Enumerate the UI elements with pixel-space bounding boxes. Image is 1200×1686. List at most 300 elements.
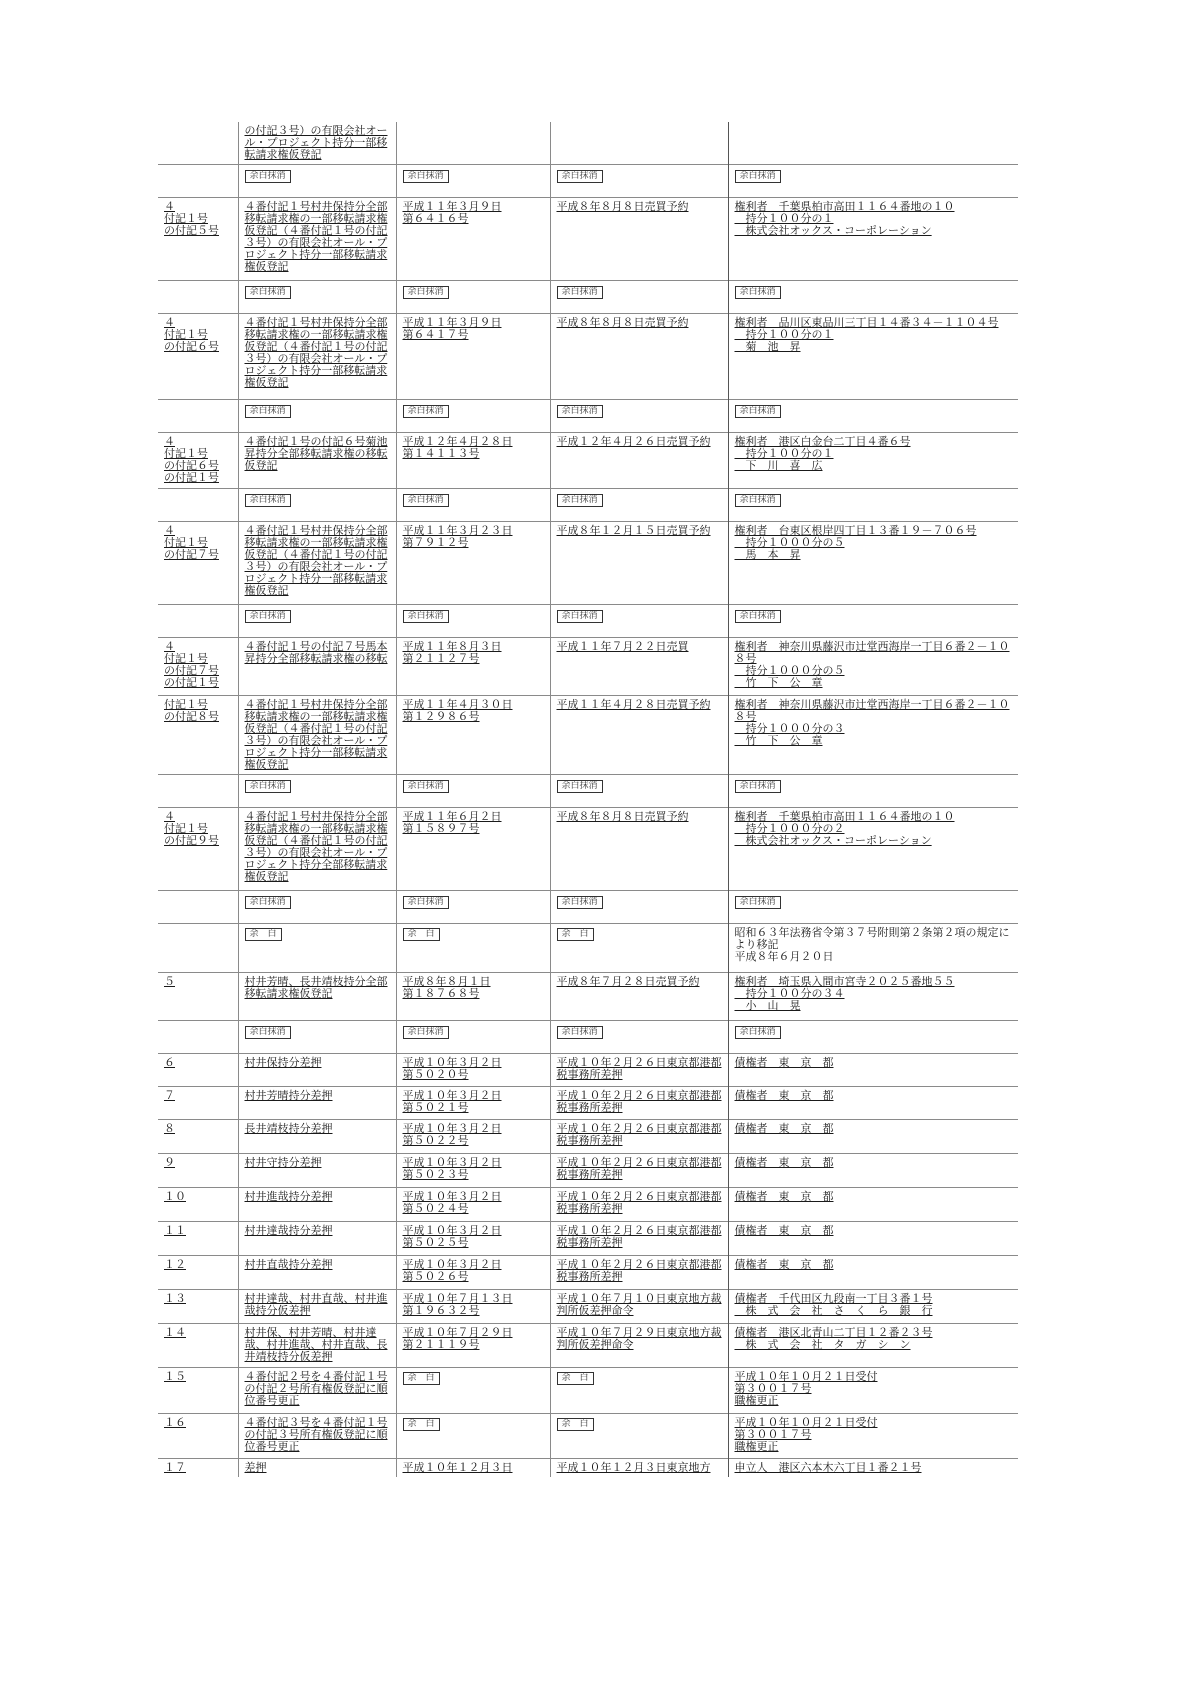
cell-text: 平成１０年３月２日 第５０２１号 xyxy=(402,1089,502,1114)
entry-row xyxy=(158,1087,1018,1120)
margin-stamp: 余白抹消 xyxy=(245,1026,291,1039)
cell-text: ７ xyxy=(164,1089,175,1102)
rank-number-cell xyxy=(158,1290,238,1324)
rights-holder-cell xyxy=(728,1021,1018,1054)
register-body xyxy=(158,122,1018,1477)
purpose-cell xyxy=(238,400,396,433)
cell-text: 平成１０年３月２日 第５０２５号 xyxy=(402,1224,502,1249)
cell-text: 債権者 東 京 都 xyxy=(734,1156,834,1169)
entry-row xyxy=(158,314,1018,400)
rank-number-cell xyxy=(158,165,238,198)
cell-text: 平成１１年３月９日 第６４１７号 xyxy=(402,316,502,341)
reception-cell xyxy=(396,638,550,696)
margin-stamp: 余白抹消 xyxy=(735,896,781,909)
reception-cell xyxy=(396,522,550,605)
entry-row xyxy=(158,1256,1018,1290)
cell-text: ４番付記１号村井保持分全部移転請求権の一部移転請求権仮登記（４番付記１号の付記３号）の有限会社オール・プロジェクト持分全部移転請求権仮登記 xyxy=(244,810,388,883)
margin-stamp: 余白抹消 xyxy=(403,286,449,299)
reception-cell xyxy=(396,1459,550,1478)
stamp-row xyxy=(158,605,1018,638)
reception-cell xyxy=(396,1256,550,1290)
purpose-cell xyxy=(238,605,396,638)
rights-holder-cell xyxy=(728,1154,1018,1188)
cause-cell xyxy=(550,1054,728,1087)
cell-text: 平成１０年２月２６日東京都港都税事務所差押 xyxy=(556,1089,722,1114)
cause-cell xyxy=(550,1154,728,1188)
cell-text: 昭和６３年法務省令第３７号附則第２条第２項の規定により移記 平成８年６月２０日 xyxy=(734,926,1010,963)
cell-text: 平成８年８月８日売買予約 xyxy=(556,200,689,213)
cause-cell xyxy=(550,605,728,638)
cell-text: 差押 xyxy=(244,1461,267,1474)
cell-text: 平成１０年１０月２１日受付 第３００１７号 職権更正 xyxy=(734,1416,878,1453)
margin-stamp: 余 白 xyxy=(245,928,282,941)
rights-holder-cell xyxy=(728,400,1018,433)
entry-row xyxy=(158,433,1018,489)
margin-stamp: 余白抹消 xyxy=(735,610,781,623)
cell-text: １６ xyxy=(164,1416,186,1429)
rank-number-cell xyxy=(158,1154,238,1188)
purpose-cell xyxy=(238,489,396,522)
cell-text: 平成１０年７月１３日 第１９６３２号 xyxy=(402,1292,513,1317)
stamp-row xyxy=(158,400,1018,433)
entry-row xyxy=(158,122,1018,165)
reception-cell xyxy=(396,605,550,638)
rights-holder-cell xyxy=(728,638,1018,696)
purpose-cell xyxy=(238,1459,396,1478)
margin-stamp: 余 白 xyxy=(403,1418,440,1431)
entry-row xyxy=(158,1154,1018,1188)
cell-text: 債権者 東 京 都 xyxy=(734,1089,834,1102)
purpose-cell xyxy=(238,281,396,314)
purpose-cell xyxy=(238,1290,396,1324)
cell-text: 村井守持分差押 xyxy=(244,1156,322,1169)
purpose-cell xyxy=(238,1324,396,1368)
cell-text: ４番付記１号村井保持分全部移転請求権の一部移転請求権仮登記（４番付記１号の付記３号）の有限会社オール・プロジェクト持分一部移転請求権仮登記 xyxy=(244,200,388,273)
rank-number-cell xyxy=(158,198,238,281)
cell-text: 平成１１年３月２３日 第７９１２号 xyxy=(402,524,513,549)
cause-cell xyxy=(550,122,728,165)
cell-text: ４ 付記１号 の付記７号 の付記１号 xyxy=(164,640,219,689)
rights-holder-cell xyxy=(728,1290,1018,1324)
reception-cell xyxy=(396,198,550,281)
cause-cell xyxy=(550,1368,728,1414)
entry-row xyxy=(158,1459,1018,1478)
cell-text: １７ xyxy=(164,1461,186,1474)
cell-text: 村井保持分差押 xyxy=(244,1056,322,1069)
rank-number-cell xyxy=(158,433,238,489)
reception-cell xyxy=(396,165,550,198)
stamp-row xyxy=(158,489,1018,522)
purpose-cell xyxy=(238,1256,396,1290)
rights-holder-cell xyxy=(728,696,1018,775)
cell-text: 平成１０年３月２日 第５０２４号 xyxy=(402,1190,502,1215)
cause-cell xyxy=(550,314,728,400)
cell-text: 平成１０年７月１０日東京地方裁判所仮差押命令 xyxy=(556,1292,722,1317)
entry-row xyxy=(158,1324,1018,1368)
cell-text: 債権者 港区北青山二丁目１２番２３号 株 式 会 社 タ ガ シ ン xyxy=(734,1326,933,1351)
cell-text: 債権者 東 京 都 xyxy=(734,1056,834,1069)
cause-cell xyxy=(550,1290,728,1324)
cell-text: 権利者 埼玉県入間市宮寺２０２５番地５５ 持分１００分の３４ 小 山 晃 xyxy=(734,975,955,1012)
cell-text: ４番付記１号村井保持分全部移転請求権の一部移転請求権仮登記（４番付記１号の付記３号）の有限会社オール・プロジェクト持分一部移転請求権仮登記 xyxy=(244,524,388,597)
entry-row xyxy=(158,808,1018,891)
stamp-row xyxy=(158,891,1018,924)
cell-text: 平成１０年７月２９日 第２１１１９号 xyxy=(402,1326,513,1351)
cell-text: 平成８年８月１日 第１８７６８号 xyxy=(402,975,491,1000)
cell-text: 債権者 東 京 都 xyxy=(734,1224,834,1237)
cause-cell xyxy=(550,433,728,489)
margin-stamp: 余白抹消 xyxy=(735,170,781,183)
margin-stamp: 余白抹消 xyxy=(403,405,449,418)
cell-text: 平成８年１２月１５日売買予約 xyxy=(556,524,711,537)
reception-cell xyxy=(396,1324,550,1368)
rank-number-cell xyxy=(158,314,238,400)
cell-text: 平成１０年２月２６日東京都港都税事務所差押 xyxy=(556,1224,722,1249)
cause-cell xyxy=(550,1459,728,1478)
reception-cell xyxy=(396,808,550,891)
rank-number-cell xyxy=(158,1087,238,1120)
rank-number-cell xyxy=(158,924,238,973)
entry-row xyxy=(158,638,1018,696)
margin-stamp: 余白抹消 xyxy=(403,494,449,507)
entry-row xyxy=(158,1368,1018,1414)
purpose-cell xyxy=(238,696,396,775)
cause-cell xyxy=(550,1120,728,1154)
cell-text: 平成１０年３月２日 第５０２０号 xyxy=(402,1056,502,1081)
reception-cell xyxy=(396,1290,550,1324)
cell-text: 村井達哉持分差押 xyxy=(244,1224,333,1237)
purpose-cell xyxy=(238,1368,396,1414)
reception-cell xyxy=(396,433,550,489)
rights-holder-cell xyxy=(728,433,1018,489)
margin-stamp: 余白抹消 xyxy=(403,780,449,793)
cell-text: 平成８年８月８日売買予約 xyxy=(556,810,689,823)
cause-cell xyxy=(550,924,728,973)
cell-text: 平成１０年２月２６日東京都港都税事務所差押 xyxy=(556,1056,722,1081)
cell-text: 債権者 東 京 都 xyxy=(734,1258,834,1271)
cell-text: ４番付記３号を４番付記１号の付記３号所有権仮登記に順位番号更正 xyxy=(244,1416,388,1453)
cause-cell xyxy=(550,522,728,605)
reception-cell xyxy=(396,891,550,924)
rank-number-cell xyxy=(158,696,238,775)
margin-stamp: 余白抹消 xyxy=(245,286,291,299)
margin-stamp: 余白抹消 xyxy=(245,405,291,418)
rank-number-cell xyxy=(158,973,238,1021)
reception-cell xyxy=(396,1054,550,1087)
cell-text: 平成１０年３月２日 第５０２３号 xyxy=(402,1156,502,1181)
entry-row xyxy=(158,1290,1018,1324)
purpose-cell xyxy=(238,1154,396,1188)
margin-stamp: 余白抹消 xyxy=(403,896,449,909)
cell-text: 平成１０年２月２６日東京都港都税事務所差押 xyxy=(556,1258,722,1283)
reception-cell xyxy=(396,1368,550,1414)
margin-stamp: 余白抹消 xyxy=(245,494,291,507)
cause-cell xyxy=(550,696,728,775)
reception-cell xyxy=(396,281,550,314)
margin-stamp: 余白抹消 xyxy=(557,170,603,183)
cell-text: の付記３号）の有限会社オール・プロジェクト持分一部移転請求権仮登記 xyxy=(244,124,388,161)
purpose-cell xyxy=(238,165,396,198)
cause-cell xyxy=(550,638,728,696)
rights-holder-cell xyxy=(728,1087,1018,1120)
rights-holder-cell xyxy=(728,165,1018,198)
reception-cell xyxy=(396,1087,550,1120)
cause-cell xyxy=(550,1414,728,1459)
rights-holder-cell xyxy=(728,1414,1018,1459)
margin-stamp: 余白抹消 xyxy=(245,780,291,793)
rank-number-cell xyxy=(158,1459,238,1478)
rank-number-cell xyxy=(158,1256,238,1290)
rights-holder-cell xyxy=(728,1222,1018,1256)
cause-cell xyxy=(550,891,728,924)
entry-row xyxy=(158,1222,1018,1256)
cell-text: 平成１０年７月２９日東京地方裁判所仮差押命令 xyxy=(556,1326,722,1351)
cell-text: ４番付記１号村井保持分全部移転請求権の一部移転請求権仮登記（４番付記１号の付記３号）の有限会社オール・プロジェクト持分一部移転請求権仮登記 xyxy=(244,698,388,771)
cause-cell xyxy=(550,1222,728,1256)
cell-text: １４ xyxy=(164,1326,186,1339)
margin-stamp: 余白抹消 xyxy=(245,170,291,183)
cell-text: 権利者 千葉県柏市高田１１６４番地の１０ 持分１０００分の２ 株式会社オックス・コーポレーション xyxy=(734,810,955,847)
margin-stamp: 余白抹消 xyxy=(403,610,449,623)
rights-holder-cell xyxy=(728,198,1018,281)
purpose-cell xyxy=(238,808,396,891)
purpose-cell xyxy=(238,973,396,1021)
cause-cell xyxy=(550,165,728,198)
rights-holder-cell xyxy=(728,489,1018,522)
rank-number-cell xyxy=(158,638,238,696)
margin-stamp: 余白抹消 xyxy=(557,286,603,299)
cell-text: 平成１１年４月３０日 第１２９８６号 xyxy=(402,698,513,723)
entry-row xyxy=(158,1188,1018,1222)
purpose-cell xyxy=(238,1021,396,1054)
margin-stamp: 余白抹消 xyxy=(557,494,603,507)
margin-stamp: 余白抹消 xyxy=(735,286,781,299)
cell-text: 平成１０年２月２６日東京都港都税事務所差押 xyxy=(556,1156,722,1181)
cell-text: 平成１１年７月２２日売買 xyxy=(556,640,689,653)
margin-stamp: 余 白 xyxy=(403,1372,440,1385)
cell-text: ４ 付記１号 の付記９号 xyxy=(164,810,219,847)
purpose-cell xyxy=(238,891,396,924)
cell-text: １３ xyxy=(164,1292,186,1305)
rights-holder-cell xyxy=(728,1459,1018,1478)
cell-text: 平成１１年６月２日 第１５８９７号 xyxy=(402,810,502,835)
cell-text: 平成１０年３月２日 第５０２２号 xyxy=(402,1122,502,1147)
cell-text: 長井靖枝持分差押 xyxy=(244,1122,333,1135)
margin-stamp: 余 白 xyxy=(403,928,440,941)
cause-cell xyxy=(550,489,728,522)
cell-text: ４ 付記１号 の付記５号 xyxy=(164,200,219,237)
margin-stamp: 余白抹消 xyxy=(403,170,449,183)
rights-holder-cell xyxy=(728,1256,1018,1290)
cell-text: 付記１号 の付記８号 xyxy=(164,698,219,723)
cell-text: 平成１２年４月２８日 第１４１１３号 xyxy=(402,435,513,460)
margin-stamp: 余白抹消 xyxy=(735,494,781,507)
cell-text: 平成１０年２月２６日東京都港都税事務所差押 xyxy=(556,1122,722,1147)
entry-row xyxy=(158,696,1018,775)
stamp-row xyxy=(158,165,1018,198)
entry-row xyxy=(158,973,1018,1021)
reception-cell xyxy=(396,1120,550,1154)
cell-text: ６ xyxy=(164,1056,175,1069)
purpose-cell xyxy=(238,1222,396,1256)
reception-cell xyxy=(396,122,550,165)
register-table xyxy=(158,122,1018,1477)
rank-number-cell xyxy=(158,522,238,605)
purpose-cell xyxy=(238,314,396,400)
margin-stamp: 余白抹消 xyxy=(735,780,781,793)
rights-holder-cell xyxy=(728,1324,1018,1368)
purpose-cell xyxy=(238,433,396,489)
cell-text: 権利者 港区白金台二丁目４番６号 持分１００分の１ 下 川 喜 広 xyxy=(734,435,911,472)
rank-number-cell xyxy=(158,1054,238,1087)
cell-text: ４番付記１号の付記６号菊池昇持分全部移転請求権の移転仮登記 xyxy=(244,435,388,472)
cell-text: 平成１１年３月９日 第６４１６号 xyxy=(402,200,502,225)
cell-text: 債権者 東 京 都 xyxy=(734,1122,834,1135)
purpose-cell xyxy=(238,1120,396,1154)
purpose-cell xyxy=(238,522,396,605)
margin-stamp: 余白抹消 xyxy=(557,896,603,909)
margin-stamp: 余 白 xyxy=(557,1372,594,1385)
cause-cell xyxy=(550,1188,728,1222)
cause-cell xyxy=(550,281,728,314)
margin-stamp: 余白抹消 xyxy=(735,1026,781,1039)
cell-text: 村井進哉持分差押 xyxy=(244,1190,333,1203)
cell-text: 村井芳晴、長井靖枝持分全部移転請求権仮登記 xyxy=(244,975,388,1000)
cell-text: 平成８年７月２８日売買予約 xyxy=(556,975,700,988)
cell-text: ４ 付記１号 の付記６号 の付記１号 xyxy=(164,435,219,484)
rank-number-cell xyxy=(158,1368,238,1414)
rank-number-cell xyxy=(158,1021,238,1054)
purpose-cell xyxy=(238,198,396,281)
cell-text: 平成１０年２月２６日東京都港都税事務所差押 xyxy=(556,1190,722,1215)
reception-cell xyxy=(396,400,550,433)
entry-row xyxy=(158,1120,1018,1154)
entry-row xyxy=(158,198,1018,281)
cell-text: 村井芳晴持分差押 xyxy=(244,1089,333,1102)
margin-stamp: 余白抹消 xyxy=(245,896,291,909)
purpose-cell xyxy=(238,1414,396,1459)
margin-stamp: 余 白 xyxy=(557,1418,594,1431)
cell-text: 平成８年８月８日売買予約 xyxy=(556,316,689,329)
stamp-row xyxy=(158,281,1018,314)
margin-stamp: 余白抹消 xyxy=(557,405,603,418)
cell-text: ４番付記１号の付記７号馬本昇持分全部移転請求権の移転 xyxy=(244,640,388,665)
cell-text: 債権者 東 京 都 xyxy=(734,1190,834,1203)
entry-row xyxy=(158,1054,1018,1087)
cell-text: 権利者 品川区東品川三丁目１４番３４－１１０４号 持分１００分の１ 菊 池 昇 xyxy=(734,316,999,353)
rights-holder-cell xyxy=(728,1368,1018,1414)
reception-cell xyxy=(396,775,550,808)
margin-stamp: 余白抹消 xyxy=(557,780,603,793)
rank-number-cell xyxy=(158,891,238,924)
rights-holder-cell xyxy=(728,314,1018,400)
rank-number-cell xyxy=(158,400,238,433)
rank-number-cell xyxy=(158,1222,238,1256)
cell-text: 村井直哉持分差押 xyxy=(244,1258,333,1271)
cell-text: 平成１１年４月２８日売買予約 xyxy=(556,698,711,711)
rights-holder-cell xyxy=(728,1188,1018,1222)
cause-cell xyxy=(550,1021,728,1054)
stamp-row xyxy=(158,1021,1018,1054)
rank-number-cell xyxy=(158,122,238,165)
cell-text: 債権者 千代田区九段南一丁目３番１号 株 式 会 社 さ く ら 銀 行 xyxy=(734,1292,933,1317)
cause-cell xyxy=(550,198,728,281)
cell-text: ５ xyxy=(164,975,175,988)
cell-text: 権利者 千葉県柏市高田１１６４番地の１０ 持分１００分の１ 株式会社オックス・コーポレーション xyxy=(734,200,955,237)
cell-text: ４番付記２号を４番付記１号の付記２号所有権仮登記に順位番号更正 xyxy=(244,1370,388,1407)
cell-text: 平成１０年３月２日 第５０２６号 xyxy=(402,1258,502,1283)
rights-holder-cell xyxy=(728,605,1018,638)
cell-text: 平成１０年１２月３日 xyxy=(402,1461,513,1474)
cell-text: 平成１０年１０月２１日受付 第３００１７号 職権更正 xyxy=(734,1370,878,1407)
rights-holder-cell xyxy=(728,522,1018,605)
cell-text: ４ 付記１号 の付記７号 xyxy=(164,524,219,561)
entry-row xyxy=(158,522,1018,605)
cause-cell xyxy=(550,1256,728,1290)
cell-text: １２ xyxy=(164,1258,186,1271)
margin-stamp: 余白抹消 xyxy=(735,405,781,418)
cell-text: 平成１２年４月２６日売買予約 xyxy=(556,435,711,448)
rights-holder-cell xyxy=(728,1054,1018,1087)
cell-text: ８ xyxy=(164,1122,175,1135)
reception-cell xyxy=(396,924,550,973)
reception-cell xyxy=(396,1222,550,1256)
stamp-row xyxy=(158,775,1018,808)
cause-cell xyxy=(550,775,728,808)
rank-number-cell xyxy=(158,281,238,314)
rank-number-cell xyxy=(158,808,238,891)
reception-cell xyxy=(396,696,550,775)
rank-number-cell xyxy=(158,775,238,808)
reception-cell xyxy=(396,1188,550,1222)
cell-text: １０ xyxy=(164,1190,186,1203)
cell-text: 権利者 神奈川県藤沢市辻堂西海岸一丁目６番２－１０８号 持分１０００分の３ 竹 下 公 章 xyxy=(734,698,1010,747)
entry-row xyxy=(158,1414,1018,1459)
reception-cell xyxy=(396,489,550,522)
rights-holder-cell xyxy=(728,808,1018,891)
purpose-cell xyxy=(238,924,396,973)
cell-text: 権利者 神奈川県藤沢市辻堂西海岸一丁目６番２－１０８号 持分１０００分の５ 竹 下 公 章 xyxy=(734,640,1010,689)
margin-stamp: 余 白 xyxy=(557,928,594,941)
purpose-cell xyxy=(238,638,396,696)
rank-number-cell xyxy=(158,1120,238,1154)
rights-holder-cell xyxy=(728,281,1018,314)
rights-holder-cell xyxy=(728,973,1018,1021)
rank-number-cell xyxy=(158,489,238,522)
cause-cell xyxy=(550,973,728,1021)
cell-text: １５ xyxy=(164,1370,186,1383)
reception-cell xyxy=(396,1021,550,1054)
reception-cell xyxy=(396,314,550,400)
margin-stamp: 余白抹消 xyxy=(245,610,291,623)
cause-cell xyxy=(550,1087,728,1120)
purpose-cell xyxy=(238,1188,396,1222)
cell-text: ４ 付記１号 の付記６号 xyxy=(164,316,219,353)
reception-cell xyxy=(396,1154,550,1188)
cell-text: ９ xyxy=(164,1156,175,1169)
cell-text: 村井保、村井芳晴、村井達哉、村井進哉、村井直哉、長井靖枝持分仮差押 xyxy=(244,1326,388,1363)
cause-cell xyxy=(550,1324,728,1368)
reception-cell xyxy=(396,1414,550,1459)
purpose-cell xyxy=(238,1087,396,1120)
cell-text: １１ xyxy=(164,1224,186,1237)
margin-stamp: 余白抹消 xyxy=(403,1026,449,1039)
margin-stamp: 余白抹消 xyxy=(557,1026,603,1039)
blank-row xyxy=(158,924,1018,973)
margin-stamp: 余白抹消 xyxy=(557,610,603,623)
cell-text: 権利者 台東区根岸四丁目１３番１９－７０６号 持分１０００分の５ 馬 本 昇 xyxy=(734,524,977,561)
rights-holder-cell xyxy=(728,1120,1018,1154)
